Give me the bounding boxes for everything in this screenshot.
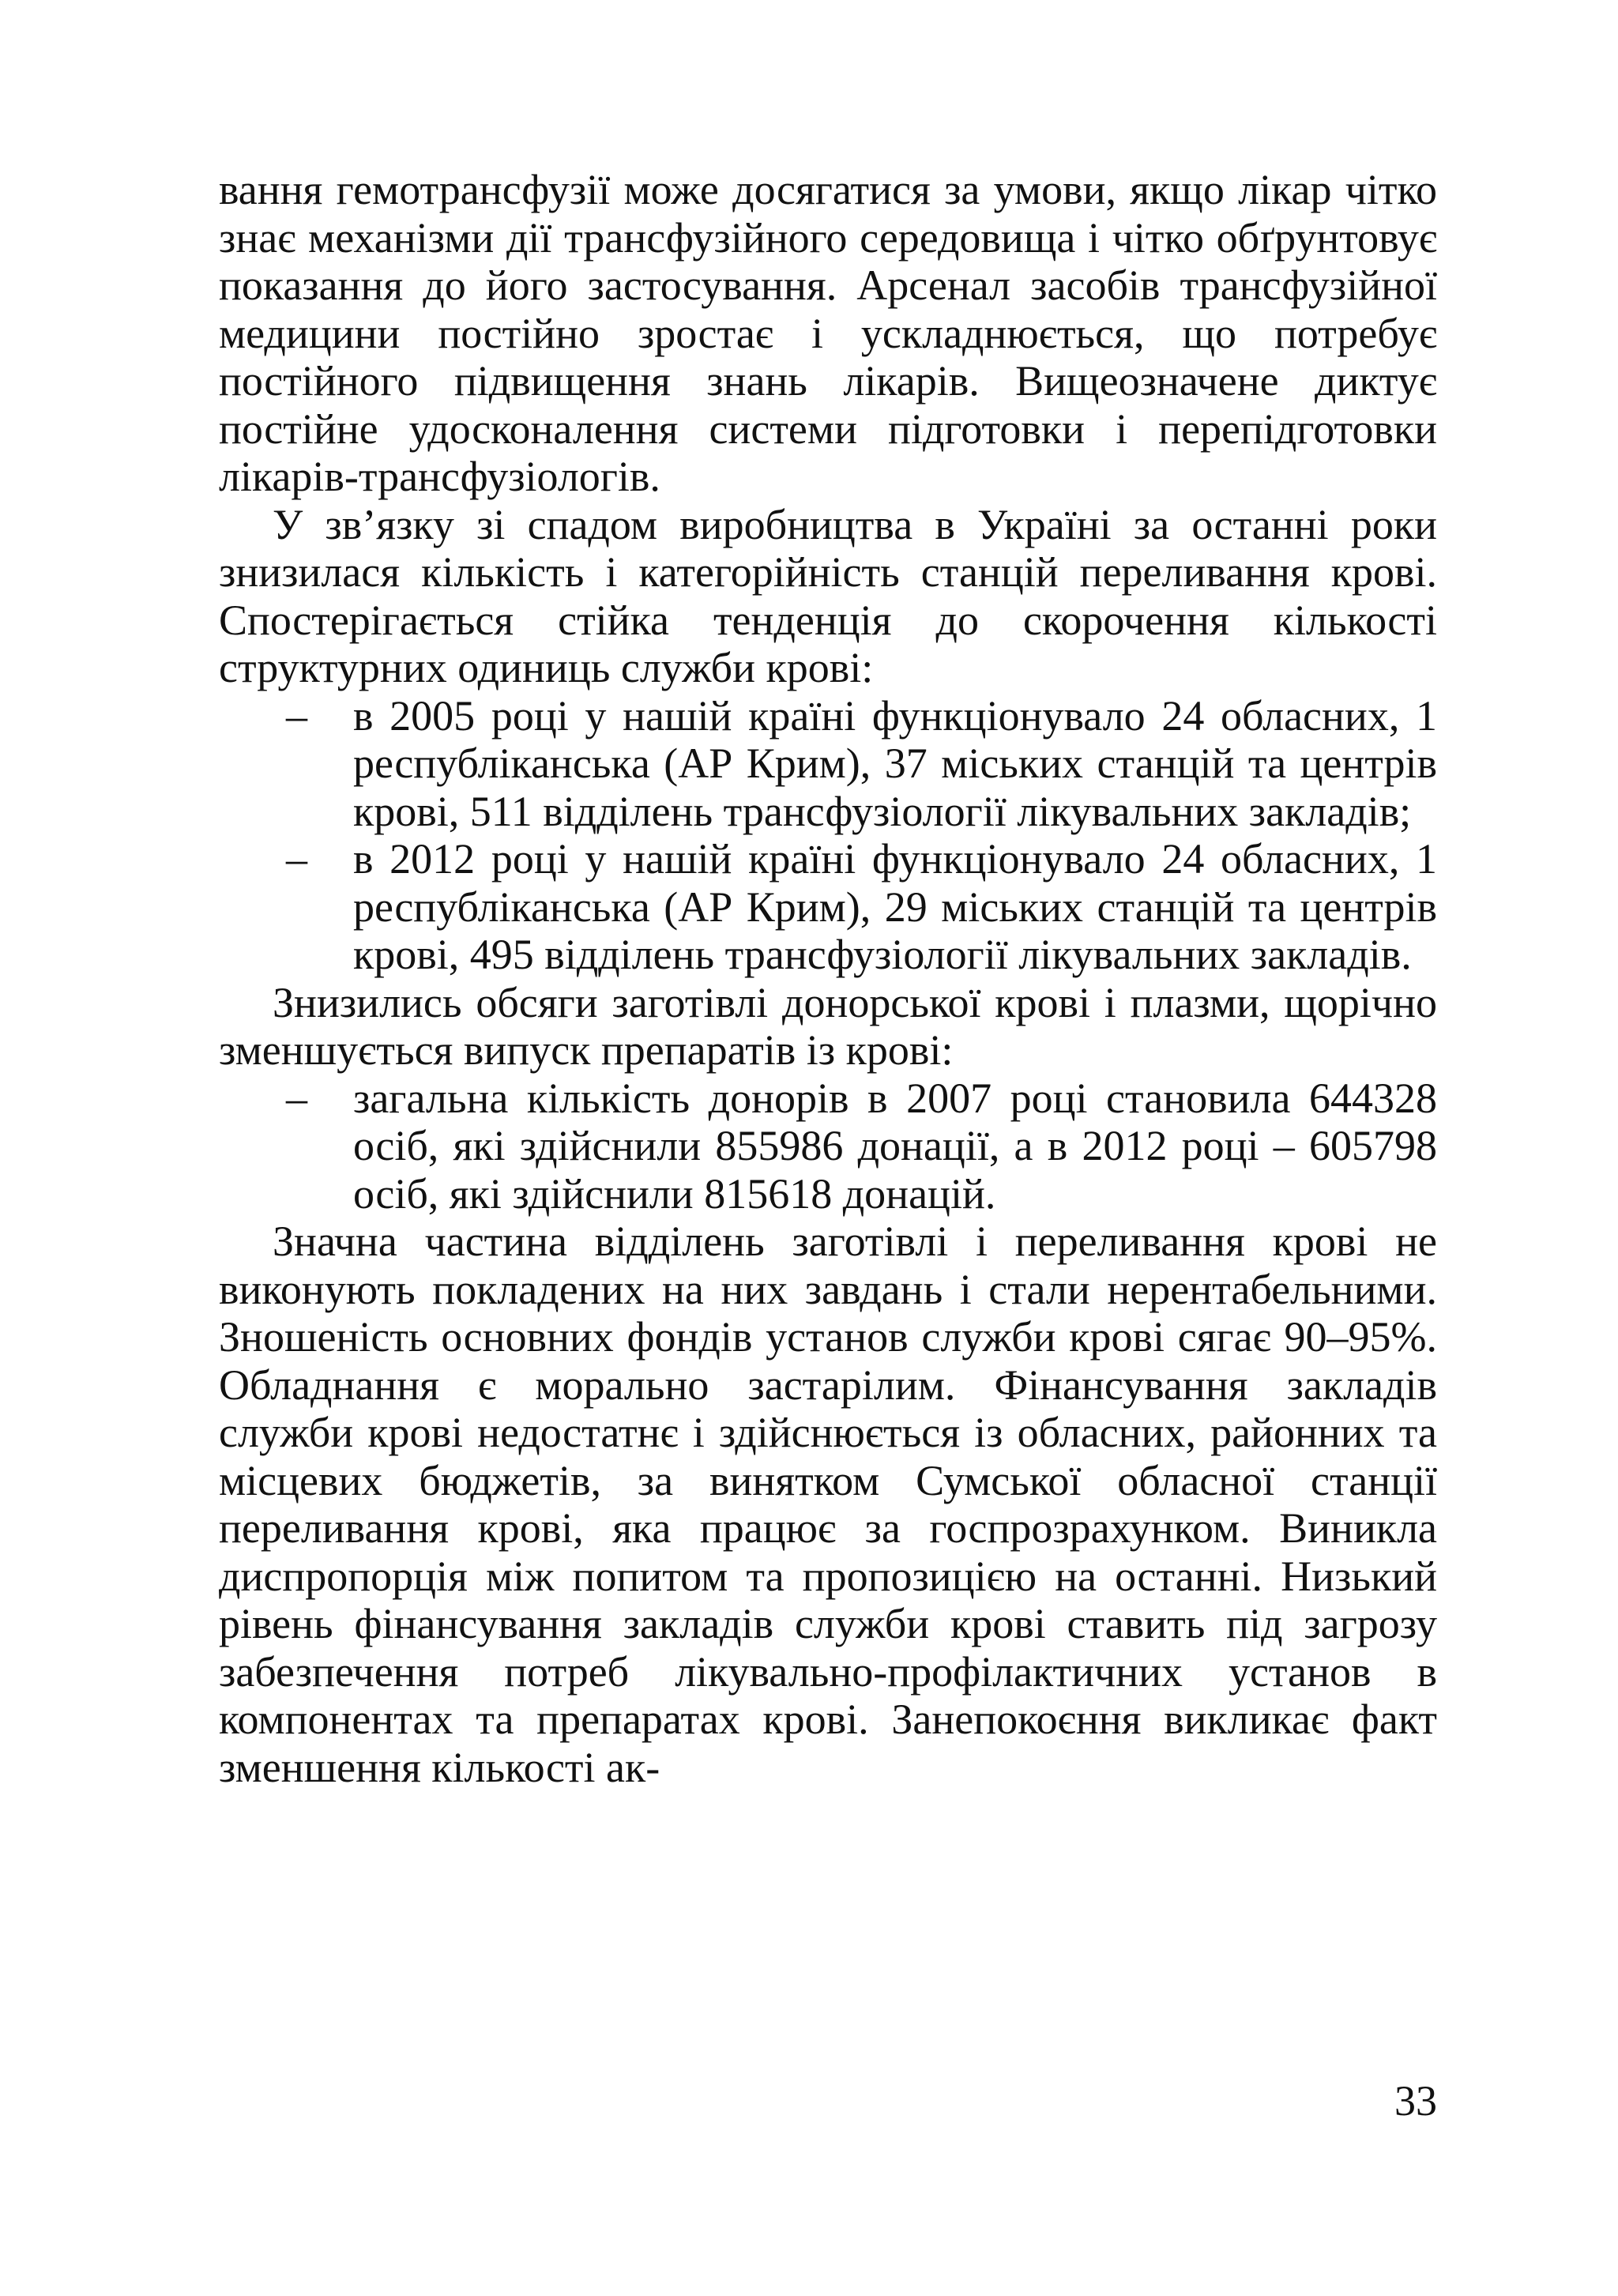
paragraph-continuation: вання гемотрансфузії може досягатися за умови, якщо лікар чітко знає механізми дії трансфузійного середовища і чітко обґрунтовує показання до його застосування. Арсенал засобів трансфузійної медицини постійно зростає і ускладнюється, що потребує постійного підвищення знань лікарів. Вищеозначене диктує постійне удосконалення системи підготовки і перепідготовки лікарів-трансфузіологів. <box>219 166 1437 500</box>
page-body <box>219 166 1437 1791</box>
list-item-2005 <box>219 692 1437 836</box>
list-item-2012 <box>219 835 1437 979</box>
dash-bullet: – <box>286 691 307 740</box>
stations-list <box>219 692 1437 979</box>
page-number: 33 <box>1394 2077 1437 2125</box>
donors-list <box>219 1075 1437 1218</box>
dash-bullet: – <box>286 1074 307 1122</box>
dash-bullet: – <box>286 835 307 883</box>
list-item-donors <box>219 1075 1437 1218</box>
paragraph-decline-intro: У зв’язку зі спадом виробництва в Україні за останні роки знизилася кількість і категорійність станцій переливання крові. Спостерігається стійка тенденція до скорочення кількості структурних одиниць служби крові: <box>219 500 1437 691</box>
list-item-text: загальна кількість донорів в 2007 році становила 644328 осіб, які здійснили 855986 донації, а в 2012 році – 605798 осіб, які здійснили 815618 донацій. <box>353 1074 1437 1218</box>
list-item-text: в 2005 році у нашій країні функціонувало 24 обласних, 1 республіканська (АР Крим), 37 міських станцій та центрів крові, 511 відділень трансфузіології лікувальних закладів; <box>353 691 1437 835</box>
paragraph-donor-decline: Знизились обсяги заготівлі донорської крові і плазми, щорічно зменшується випуск препаратів із крові: <box>219 978 1437 1074</box>
list-item-text: в 2012 році у нашій країні функціонувало 24 обласних, 1 республіканська (АР Крим), 29 міських станцій та центрів крові, 495 відділень трансфузіології лікувальних закладів. <box>353 835 1437 978</box>
paragraph-financing: Значна частина відділень заготівлі і переливання крові не виконують покладених на них завдань і стали нерентабельними. Зношеність основних фондів установ служби крові сягає 90–95%. Обладнання є морально застарілим. Фінансування закладів служби крові недостатнє і здійснюється із обласних, районних та місцевих бюджетів, за винятком Сумської обласної станції переливання крові, яка працює за госпрозрахунком. Виникла диспропорція між попитом та пропозицією на останні. Низький рівень фінансування закладів служби крові ставить під загрозу забезпечення потреб лікувально-профілактичних установ в компонентах та препаратах крові. Занепокоєння викликає факт зменшення кількості ак- <box>219 1218 1437 1791</box>
